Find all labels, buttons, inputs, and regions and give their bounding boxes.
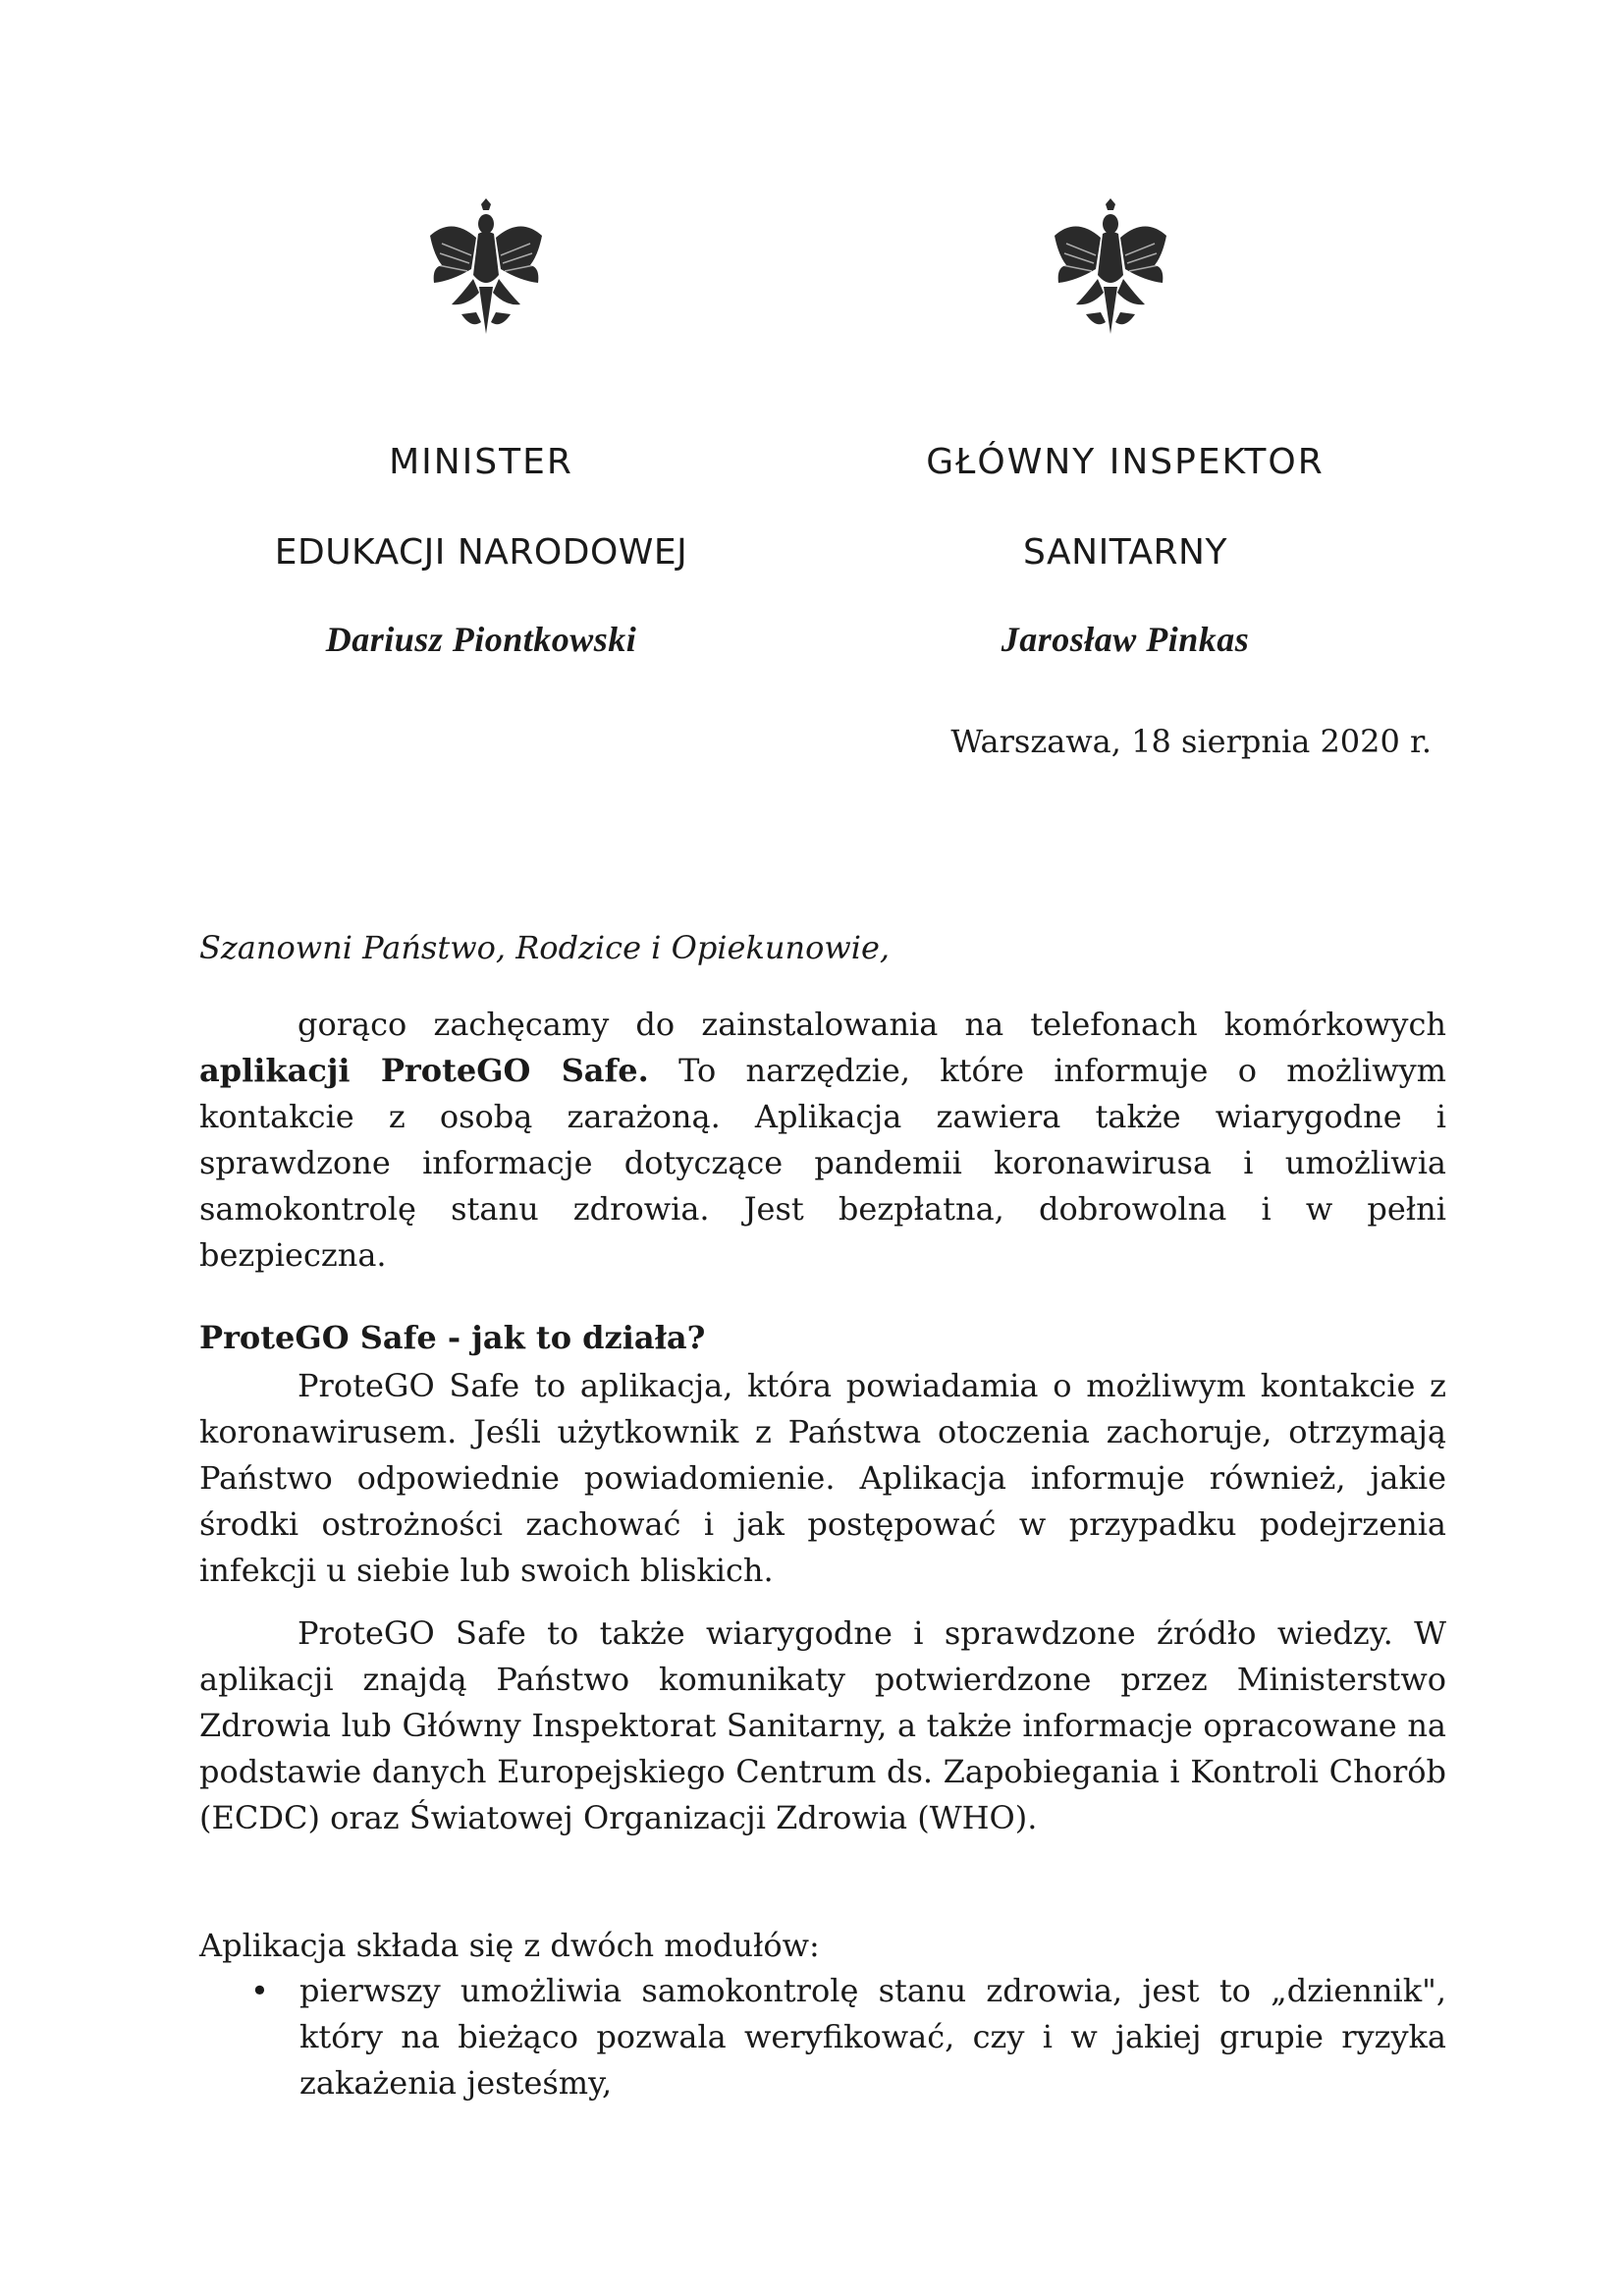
sender-left-subtitle: EDUKACJI NARODOWEJ	[274, 532, 688, 573]
paragraph-modules: Aplikacja składa się z dwóch modułów:	[199, 1927, 820, 1964]
letter-date: Warszawa, 18 sierpnia 2020 r.	[950, 723, 1432, 760]
paragraph-how-it-works: ProteGO Safe to aplikacja, która powiadamia o możliwym kontakcie z koronawirusem. Jeśli użytkownik z Państwa otoczenia zachoruje, otrzymają Państwo odpowiednie powiadomienie. Aplikacja informuje również, jakie środki ostrożności zachować i jak postępować w przypadku podejrzenia infekcji u siebie lub swoich bliskich.	[199, 1367, 1446, 1589]
polish-eagle-emblem-right	[1047, 196, 1174, 344]
list-item-text: pierwszy umożliwia samokontrolę stanu zdrowia, jest to „dziennik", który na bieżąco pozwala weryfikować, czy i w jakiej grupie ryzyka zakażenia jesteśmy,	[299, 1972, 1446, 2102]
paragraph-intro-rest: To narzędzie, które informuje o możliwym kontakcie z osobą zarażoną. Aplikacja zawiera także wiarygodne i sprawdzone informacje dotyczące pandemii koronawirusa i umożliwia samokontrolę stanu zdrowia. Jest bezpłatna, dobrowolna i w pełni bezpieczna.	[199, 1052, 1446, 1274]
section-title: ProteGO Safe - jak to działa?	[199, 1319, 706, 1356]
bullet-icon: •	[250, 1972, 269, 2009]
paragraph-source: ProteGO Safe to także wiarygodne i sprawdzone źródło wiedzy. W aplikacji znajdą Państwo komunikaty potwierdzone przez Ministerstwo Zdrowia lub Główny Inspektorat Sanitarny, a także informacje opracowane na podstawie danych Europejskiego Centrum ds. Zapobiegania i Kontroli Chorób (ECDC) oraz Światowej Organizacji Zdrowia (WHO).	[199, 1614, 1446, 1836]
sender-right-title: GŁÓWNY INSPEKTOR	[926, 442, 1325, 482]
sender-left	[206, 438, 756, 660]
paragraph-intro-bold: aplikacji ProteGO Safe.	[199, 1052, 649, 1089]
list-item	[250, 1968, 1446, 2106]
sender-left-title: MINISTER	[389, 442, 573, 482]
salutation: Szanowni Państwo, Rodzice i Opiekunowie,	[199, 929, 891, 966]
sender-right-name: Jarosław Pinkas	[1001, 620, 1250, 659]
eagle-icon	[422, 196, 550, 344]
paragraph-intro-start: gorąco zachęcamy do zainstalowania na telefonach komórkowych	[298, 1006, 1446, 1043]
sender-right-subtitle: SANITARNY	[1023, 532, 1227, 573]
eagle-icon	[1047, 196, 1174, 344]
sender-right	[850, 438, 1400, 660]
polish-eagle-emblem-left	[422, 196, 550, 344]
paragraph-intro	[199, 1002, 1446, 1279]
sender-left-name: Dariusz Piontkowski	[325, 620, 637, 659]
